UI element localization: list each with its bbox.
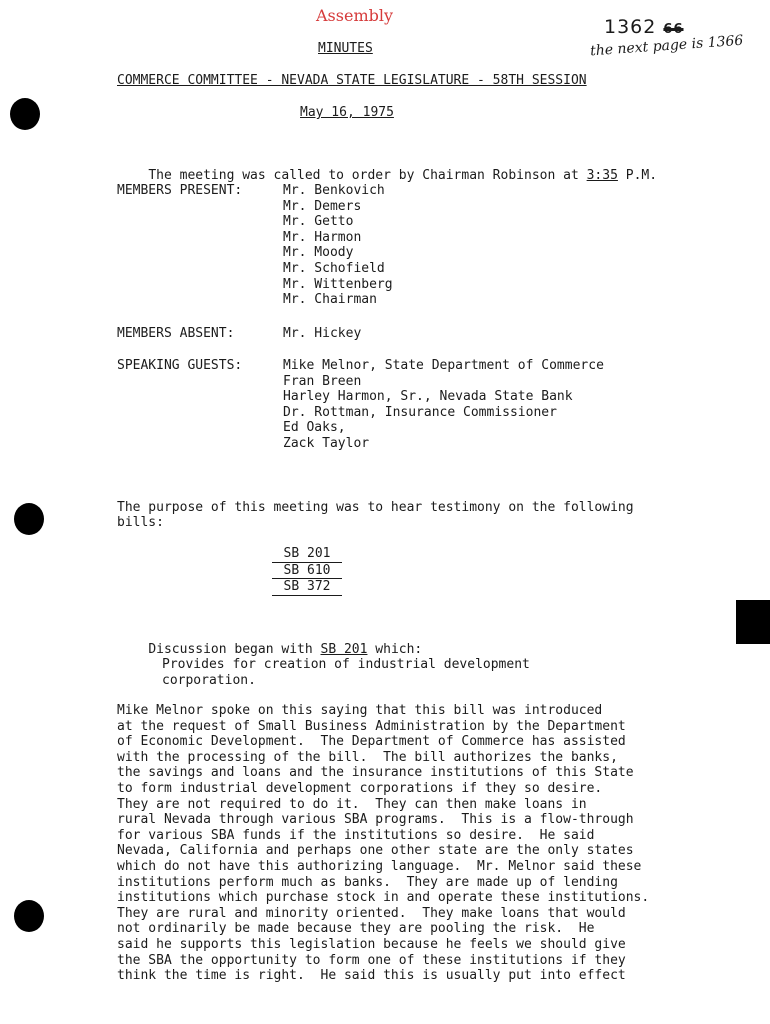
handwritten-note: the next page is 1366 bbox=[589, 32, 744, 60]
page-number-value: 1362 bbox=[604, 16, 657, 38]
purpose-line-2: bills: bbox=[117, 515, 164, 530]
testimony-paragraph bbox=[117, 703, 757, 984]
text-line: for various SBA funds if the institutions so desire. He said bbox=[117, 827, 595, 843]
bills-list bbox=[272, 546, 342, 596]
members-absent-label: MEMBERS ABSENT: bbox=[117, 326, 235, 341]
text-line: to form industrial development corporations if they so desire. bbox=[117, 780, 603, 796]
purpose-line-1: The purpose of this meeting was to hear testimony on the following bbox=[117, 500, 634, 515]
provides-line-1: Provides for creation of industrial development bbox=[162, 657, 530, 672]
members-absent-list bbox=[283, 326, 361, 342]
list-item: Mr. Chairman bbox=[283, 292, 377, 308]
text-line: think the time is right. He said this is usually put into effect bbox=[117, 968, 626, 984]
list-item: Mr. Wittenberg bbox=[283, 276, 393, 292]
bill-item: SB 201 bbox=[272, 546, 342, 563]
text-line: the savings and loans and the insurance institutions of this State bbox=[117, 765, 634, 781]
page-number-struck: 66 bbox=[663, 22, 684, 37]
punch-hole-top bbox=[10, 98, 40, 130]
page-number bbox=[604, 16, 684, 38]
bill-item: SB 372 bbox=[272, 579, 342, 596]
list-item: Mr. Getto bbox=[283, 214, 354, 230]
text-line: institutions perform much as banks. They are made up of lending bbox=[117, 874, 618, 890]
start-time: 3:35 bbox=[586, 167, 618, 183]
text-line: not ordinarily be made because they are pooling the risk. He bbox=[117, 921, 595, 937]
list-item: Mr. Schofield bbox=[283, 260, 385, 276]
text-line: which do not have this authorizing language. Mr. Melnor said these bbox=[117, 858, 642, 874]
list-item: Ed Oaks, bbox=[283, 420, 346, 436]
text-line: institutions which purchase stock in and operate these institutions. bbox=[117, 890, 650, 906]
speaking-guests-label: SPEAKING GUESTS: bbox=[117, 358, 243, 373]
call-to-order: The meeting was called to order by Chairman Robinson at 3:35 P.M. bbox=[148, 167, 658, 183]
minutes-heading: MINUTES bbox=[318, 41, 373, 56]
list-item: Mr. Harmon bbox=[283, 229, 362, 245]
scan-edge-mark bbox=[736, 600, 770, 644]
text-line: the SBA the opportunity to form one of these institutions if they bbox=[117, 952, 626, 968]
text-line: Nevada, California and perhaps one other state are the only states bbox=[117, 843, 634, 859]
list-item: Dr. Rottman, Insurance Commissioner bbox=[283, 404, 557, 420]
text-line: Mike Melnor spoke on this saying that this bill was introduced bbox=[117, 703, 603, 718]
list-item: Mr. Hickey bbox=[283, 326, 362, 341]
text-line: with the processing of the bill. The bill authorizes the banks, bbox=[117, 749, 618, 765]
text-line: said he supports this legislation because he feels we should give bbox=[117, 936, 626, 952]
list-item: Fran Breen bbox=[283, 373, 362, 389]
members-present-label: MEMBERS PRESENT: bbox=[117, 183, 243, 198]
list-item: Mr. Demers bbox=[283, 198, 362, 214]
text-line: They are rural and minority oriented. They make loans that would bbox=[117, 905, 626, 921]
list-item: Zack Taylor bbox=[283, 435, 370, 451]
bill-item: SB 610 bbox=[272, 563, 342, 580]
text-line: rural Nevada through various SBA programs. This is a flow-through bbox=[117, 812, 634, 828]
list-item: Mike Melnor, State Department of Commerce bbox=[283, 358, 604, 373]
punch-hole-bottom bbox=[14, 900, 44, 932]
committee-line: COMMERCE COMMITTEE - NEVADA STATE LEGISLATURE - 58TH SESSION bbox=[117, 73, 587, 88]
text-line: They are not required to do it. They can then make loans in bbox=[117, 796, 587, 812]
list-item: Mr. Benkovich bbox=[283, 183, 385, 198]
text-line: at the request of Small Business Administration by the Department bbox=[117, 718, 626, 734]
meeting-date: May 16, 1975 bbox=[300, 105, 394, 120]
text-line: of Economic Development. The Department of Commerce has assisted bbox=[117, 734, 626, 750]
assembly-stamp: Assembly bbox=[316, 6, 394, 25]
punch-hole-middle bbox=[14, 503, 44, 535]
list-item: Harley Harmon, Sr., Nevada State Bank bbox=[283, 389, 573, 405]
provides-line-2: corporation. bbox=[162, 673, 256, 688]
speaking-guests-list bbox=[283, 358, 604, 452]
discussion-line: Discussion began with SB 201 which: bbox=[148, 641, 423, 657]
members-present-list bbox=[283, 183, 393, 308]
discussion-bill: SB 201 bbox=[320, 641, 368, 657]
list-item: Mr. Moody bbox=[283, 245, 354, 261]
